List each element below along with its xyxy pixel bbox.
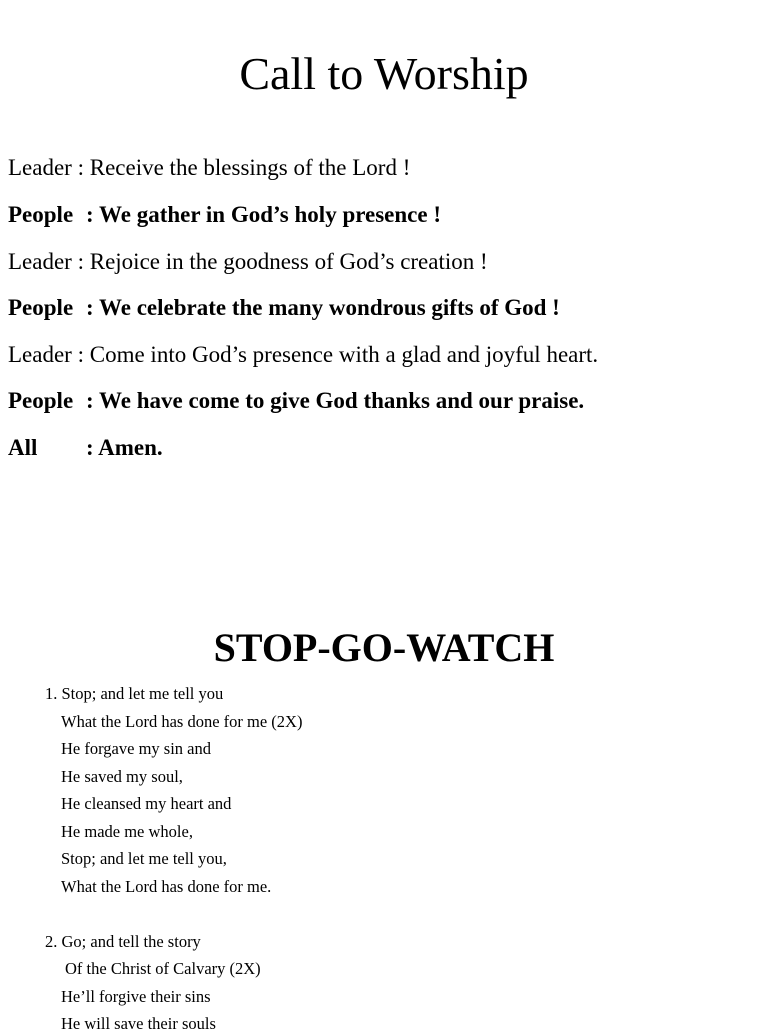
song-title: STOP-GO-WATCH [213,625,555,670]
verse-line: 1. Stop; and let me tell you [45,684,224,703]
verse-line: He cleansed my heart and [61,794,232,813]
verse-line: 2. Go; and tell the story [45,932,201,951]
speaker-label: All [8,435,38,460]
verse-line: What the Lord has done for me. [61,877,272,896]
verse-line: He will save their souls [61,1014,216,1033]
verse-line: He saved my soul, [61,767,183,786]
verse-line: Stop; and let me tell you, [61,849,227,868]
litany-text: Rejoice in the goodness of God’s creation ! [89,249,488,274]
litany-text: We have come to give God thanks and our praise. [99,388,585,413]
litany-text: We gather in God’s holy presence ! [99,202,442,227]
speaker-separator: : [86,295,99,320]
speaker-label: Leader [8,155,72,180]
page-title: Call to Worship [239,48,529,99]
verse-line: He made me whole, [61,822,193,841]
litany-line [8,248,488,276]
verse-line: What the Lord has done for me (2X) [61,712,303,731]
litany-text: We celebrate the many wondrous gifts of God ! [99,295,560,320]
speaker-label: Leader [8,249,72,274]
speaker-label: People [8,202,74,227]
litany-line [8,294,560,322]
litany-line [8,154,410,182]
speaker-separator: : [71,342,90,367]
verse-line: He forgave my sin and [61,739,211,758]
speaker-label: Leader [8,342,72,367]
litany-line [8,201,441,229]
litany-text: Amen. [98,435,163,460]
litany-text: Receive the blessings of the Lord ! [89,155,411,180]
speaker-label: People [8,295,74,320]
litany-line [8,434,163,462]
speaker-label: People [8,388,74,413]
litany-line [8,387,584,415]
speaker-separator: : [86,388,99,413]
speaker-separator: : [86,202,99,227]
speaker-separator: : [71,249,90,274]
speaker-separator: : [86,435,99,460]
verse-line: He’ll forgive their sins [61,987,211,1006]
speaker-separator: : [71,155,90,180]
verse-line: Of the Christ of Calvary (2X) [65,959,261,978]
litany-line [8,341,598,369]
litany-text: Come into God’s presence with a glad and joyful heart. [89,342,599,367]
